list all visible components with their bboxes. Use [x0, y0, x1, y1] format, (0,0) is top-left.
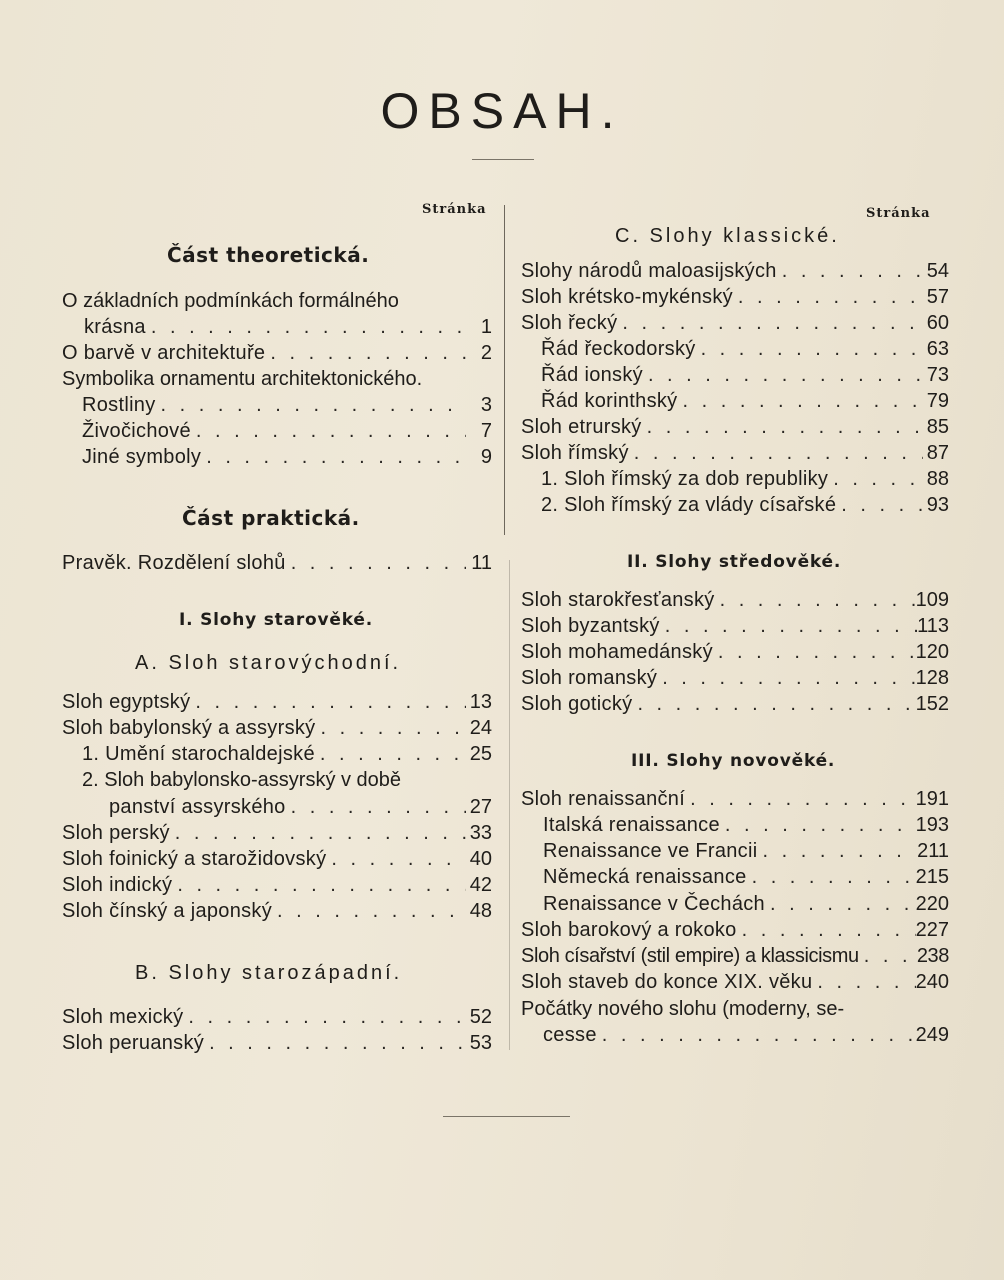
entry-title: Renaissance ve Francii: [543, 840, 758, 862]
entry-page: 152: [915, 693, 949, 715]
entry-title: 1. Umění starochaldejské: [82, 743, 315, 765]
entry-title: Sloh babylonský a assyrský: [62, 717, 316, 739]
page-title: OBSAH.: [380, 83, 624, 139]
toc-entry: [521, 587, 949, 613]
leader-dots: [733, 284, 923, 310]
entry-page: 53: [469, 1032, 492, 1054]
entry-title: Sloh byzantský: [521, 615, 660, 637]
entry-page: 3: [480, 394, 492, 416]
entry-title: cesse: [543, 1024, 597, 1046]
leader-dots: [715, 587, 916, 613]
leader-dots: [765, 891, 916, 917]
toc-entry: [521, 639, 949, 665]
entry-title: Rostliny: [82, 394, 156, 416]
leader-dots: [204, 1030, 466, 1056]
leader-dots: [757, 838, 917, 864]
entry-page: 120: [915, 641, 949, 663]
leader-dots: [685, 786, 916, 812]
entry-page: 238: [916, 945, 949, 967]
leader-dots: [183, 1004, 466, 1030]
entry-page: 11: [471, 552, 492, 574]
leader-dots: [660, 613, 917, 639]
section-heading-ancient: I. Slohy starověké.: [179, 610, 373, 630]
toc-entry: [62, 898, 492, 924]
entry-title: Sloh gotický: [521, 693, 633, 715]
leader-dots: [812, 969, 915, 995]
leader-dots: [265, 340, 466, 366]
leader-dots: [286, 550, 466, 576]
entry-title: Sloh mexický: [62, 1006, 184, 1028]
entry-page: 211: [917, 840, 949, 862]
toc-entry: [541, 388, 949, 414]
leader-dots: [836, 492, 923, 518]
leader-dots: [642, 414, 923, 440]
subsection-heading-west: B. Slohy starozápadní.: [135, 962, 403, 984]
leader-dots: [859, 943, 917, 969]
entry-title: Sloh čínský a japonský: [62, 900, 273, 922]
section-heading-modern: III. Slohy novověké.: [631, 751, 836, 771]
entry-page: 57: [926, 286, 949, 308]
leader-dots: [632, 691, 915, 717]
entry-title: Sloh staveb do konce XIX. věku: [521, 971, 813, 993]
toc-entry: [62, 715, 492, 741]
entry-page: 73: [926, 364, 949, 386]
toc-entry: [543, 1022, 949, 1048]
entry-page: 54: [926, 260, 949, 282]
entry-page: 128: [915, 667, 949, 689]
toc-entry: [109, 794, 492, 820]
entry-title: Pravěk. Rozdělení slohů: [62, 552, 286, 574]
entry-title: Sloh foinický a starožidovský: [62, 848, 327, 870]
entry-page: 193: [915, 814, 949, 836]
toc-entry: [62, 689, 492, 715]
toc-entry: [541, 362, 949, 388]
entry-title: Sloh starokřesťanský: [521, 589, 715, 611]
entry-title: Sloh peruanský: [62, 1032, 205, 1054]
toc-entry-text: Počátky nového slohu (moderny, se-: [521, 998, 845, 1020]
leader-dots: [777, 258, 923, 284]
subsection-heading-classic: C. Slohy klassické.: [615, 225, 840, 247]
leader-dots: [617, 310, 923, 336]
entry-page: 63: [926, 338, 949, 360]
toc-entry-text: Symbolika ornamentu architektonického.: [62, 368, 423, 390]
subsection-heading-east: A. Sloh starovýchodní.: [135, 652, 402, 674]
toc-entry: [62, 846, 492, 872]
toc-entry: [521, 665, 949, 691]
entry-title: Sloh barokový a rokoko: [521, 919, 737, 941]
toc-entry: [521, 258, 949, 284]
entry-title: Živočichové: [82, 420, 191, 442]
entry-title: Sloh perský: [62, 822, 170, 844]
entry-title: Sloh indický: [62, 874, 173, 896]
entry-page: 113: [917, 615, 949, 637]
leader-dots: [326, 846, 466, 872]
entry-title: Sloh renaissanční: [521, 788, 686, 810]
entry-page: 60: [926, 312, 949, 334]
leader-dots: [172, 872, 466, 898]
column-divider: [504, 205, 505, 535]
toc-entry: [521, 284, 949, 310]
toc-entry: [62, 820, 492, 846]
entry-title: Řád korinthský: [541, 390, 678, 412]
entry-page: 88: [926, 468, 949, 490]
toc-entry: [521, 917, 949, 943]
entry-title: Sloh římský: [521, 442, 629, 464]
leader-dots: [315, 715, 466, 741]
toc-entry: [62, 872, 492, 898]
entry-page: 7: [480, 420, 492, 442]
leader-dots: [657, 665, 915, 691]
entry-page: 240: [915, 971, 949, 993]
entry-page: 87: [926, 442, 949, 464]
entry-page: 1: [480, 316, 492, 338]
leader-dots: [677, 388, 923, 414]
toc-entry: [521, 613, 949, 639]
entry-page: 52: [469, 1006, 492, 1028]
entry-page: 220: [915, 893, 949, 915]
entry-page: 85: [926, 416, 949, 438]
entry-page: 191: [915, 788, 949, 810]
section-heading-theory: Část theoretická.: [167, 243, 370, 267]
leader-dots: [170, 820, 466, 846]
entry-title: 1. Sloh římský za dob republiky: [541, 468, 829, 490]
toc-entry: [521, 440, 949, 466]
leader-dots: [286, 794, 466, 820]
entry-page: 93: [926, 494, 949, 516]
entry-title: Sloh císařství (stil empire) a klassicismu: [521, 945, 859, 967]
toc-entry: [82, 444, 492, 470]
leader-dots: [643, 362, 923, 388]
toc-entry: [521, 943, 949, 969]
section-heading-medieval: II. Slohy středověké.: [627, 552, 842, 572]
toc-entry: [541, 466, 949, 492]
entry-title: Sloh egyptský: [62, 691, 191, 713]
entry-page: 27: [469, 796, 492, 818]
entry-title: Sloh etrurský: [521, 416, 642, 438]
entry-page: 249: [915, 1024, 949, 1046]
leader-dots: [696, 336, 923, 362]
toc-entry: [521, 786, 949, 812]
leader-dots: [629, 440, 923, 466]
entry-page: 48: [469, 900, 492, 922]
toc-entry: [543, 891, 949, 917]
entry-title: krásna: [84, 316, 146, 338]
leader-dots: [191, 418, 466, 444]
entry-title: O barvě v architektuře: [62, 342, 266, 364]
leader-dots: [146, 314, 466, 340]
toc-entry: [82, 418, 492, 444]
toc-entry: [541, 492, 949, 518]
leader-dots: [720, 812, 916, 838]
toc-entry: [521, 414, 949, 440]
leader-dots: [201, 444, 466, 470]
entry-page: 2: [480, 342, 492, 364]
entry-title: Sloh romanský: [521, 667, 658, 689]
toc-entry: [521, 310, 949, 336]
leader-dots: [272, 898, 466, 924]
leader-dots: [190, 689, 466, 715]
entry-title: Sloh mohamedánský: [521, 641, 713, 663]
toc-entry-text: 2. Sloh babylonsko-assyrský v době: [82, 769, 402, 791]
toc-entry: [62, 1004, 492, 1030]
leader-dots: [597, 1022, 916, 1048]
entry-title: Sloh krétsko-mykénský: [521, 286, 733, 308]
entry-page: 227: [915, 919, 949, 941]
toc-entry: [62, 1030, 492, 1056]
entry-page: 215: [915, 866, 949, 888]
toc-entry: [521, 969, 949, 995]
entry-page: 40: [469, 848, 492, 870]
entry-title: Italská renaissance: [543, 814, 720, 836]
page-column-label: Stránka: [422, 202, 487, 217]
page-column-label: Stránka: [866, 206, 931, 221]
entry-page: 79: [926, 390, 949, 412]
leader-dots: [156, 392, 466, 418]
entry-page: 42: [469, 874, 492, 896]
entry-page: 33: [469, 822, 492, 844]
leader-dots: [315, 741, 466, 767]
toc-entry: [84, 314, 492, 340]
entry-title: Německá renaissance: [543, 866, 747, 888]
leader-dots: [747, 864, 916, 890]
entry-title: Řád řeckodorský: [541, 338, 696, 360]
entry-page: 24: [469, 717, 492, 739]
entry-title: Sloh řecký: [521, 312, 618, 334]
toc-entry: [62, 550, 492, 576]
leader-dots: [737, 917, 916, 943]
bottom-divider: [443, 1116, 570, 1117]
toc-entry-text: O základních podmínkách formálného: [62, 290, 399, 312]
entry-title: Řád ionský: [541, 364, 643, 386]
entry-page: 13: [469, 691, 492, 713]
toc-entry: [543, 812, 949, 838]
title-divider: [472, 159, 534, 160]
toc-entry: [521, 691, 949, 717]
leader-dots: [828, 466, 923, 492]
leader-dots: [713, 639, 916, 665]
entry-page: 9: [480, 446, 492, 468]
toc-entry: [543, 838, 949, 864]
toc-entry: [541, 336, 949, 362]
toc-entry: [82, 741, 492, 767]
entry-page: 25: [469, 743, 492, 765]
entry-title: Renaissance v Čechách: [543, 893, 765, 915]
toc-entry: [62, 340, 492, 366]
entry-title: panství assyrského: [109, 796, 286, 818]
column-divider-faint: [509, 560, 510, 1050]
entry-title: 2. Sloh římský za vlády císařské: [541, 494, 837, 516]
entry-title: Slohy národů maloasijských: [521, 260, 777, 282]
toc-entry: [543, 864, 949, 890]
entry-title: Jiné symboly: [82, 446, 202, 468]
entry-page: 109: [915, 589, 949, 611]
section-heading-practical: Část praktická.: [182, 506, 360, 530]
toc-entry: [82, 392, 492, 418]
